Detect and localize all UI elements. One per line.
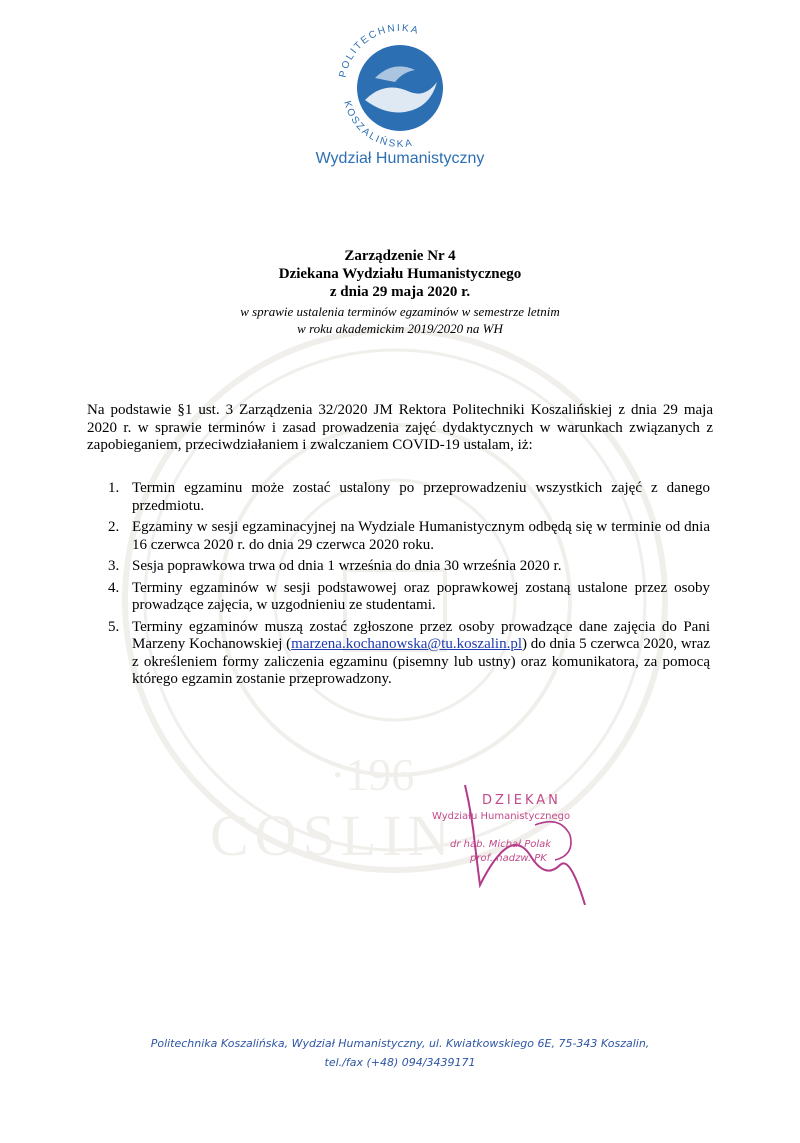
watermark-year: ·196 [330, 749, 415, 800]
stamp-title: DZIEKAN [482, 793, 561, 808]
faculty-name: Wydział Humanistyczny [315, 150, 485, 167]
item-text: Sesja poprawkowa trwa od dnia 1 września do dnia 30 września 2020 r. [132, 558, 562, 574]
list-item [108, 480, 710, 515]
university-logo [315, 20, 485, 150]
footer-address: Politechnika Koszalińska, Wydział Humanistyczny, ul. Kwiatkowskiego 6E, 75-343 Koszalin, [150, 1037, 650, 1050]
list-item [108, 558, 710, 576]
stamp-name: dr hab. Michał Polak [450, 839, 552, 850]
order-number: Zarządzenie Nr 4 [344, 248, 456, 264]
order-subject-line2: w roku akademickim 2019/2020 na WH [297, 321, 503, 336]
item-number: 4. [108, 579, 120, 596]
logo-ring-bottom: KOSZALIŃSKA [341, 99, 415, 150]
list-item [108, 519, 710, 554]
item-text: Termin egzaminu może zostać ustalony po przeprowadzeniu wszystkich zajęć z danego przedmiotu. [132, 480, 710, 514]
item-number: 3. [108, 558, 120, 574]
list-item [108, 619, 710, 689]
item-number: 2. [108, 519, 120, 535]
item-number: 5. [108, 618, 120, 635]
item-text: Terminy egzaminów w sesji podstawowej oraz poprawkowej zostaną ustalone przez osoby prowadzące zajęcia, w uzgodnieniu ze studentami. [132, 579, 710, 613]
order-subject-line1: w sprawie ustalenia terminów egzaminów w semestrze letnim [240, 304, 560, 319]
order-date: z dnia 29 maja 2020 r. [329, 284, 471, 300]
logo-ring-top: POLITECHNIKA [337, 22, 421, 79]
watermark-text: COSLIN [210, 803, 456, 868]
item-text: Egzaminy w sesji egzaminacyjnej na Wydziale Humanistycznym odbędą się w terminie od dnia 16 czerwca 2020 r. do dnia 29 czerwca 2020 roku. [132, 519, 710, 553]
order-issuer: Dziekana Wydziału Humanistycznego [278, 266, 522, 282]
footer-phone: tel./fax (+48) 094/3439171 [324, 1056, 476, 1069]
dean-stamp [420, 785, 620, 905]
stamp-unit: Wydziału Humanistycznego [432, 811, 571, 822]
item-text-after: ) do dnia 5 czerwca 2020, wraz z określeniem formy zaliczenia egzaminu (pisemny lub ustny) oraz komunikatora, za pomocą którego egzamin zostanie przeprowadzony. [132, 636, 710, 687]
list-item [108, 580, 710, 615]
email-link[interactable]: marzena.kochanowska@tu.koszalin.pl [291, 636, 522, 652]
item-number: 1. [108, 480, 120, 496]
intro-paragraph: Na podstawie §1 ust. 3 Zarządzenia 32/2020 JM Rektora Politechniki Koszalińskiej z dnia 29 maja 2020 r. w sprawie terminów i zasad prowadzenia zajęć dydaktycznych w warunkach związanych z zapobieganiem, przeciwdziałaniem i zwalczaniem COVID-19 ustalam, iż: [87, 402, 713, 453]
stamp-position: prof. nadzw. PK [470, 853, 547, 864]
provisions-list [108, 480, 710, 689]
item-text-before: Terminy egzaminów muszą zostać zgłoszone przez osoby prowadzące dane zajęcia do Pani Marzeny Kochanowskiej ( [132, 618, 710, 652]
